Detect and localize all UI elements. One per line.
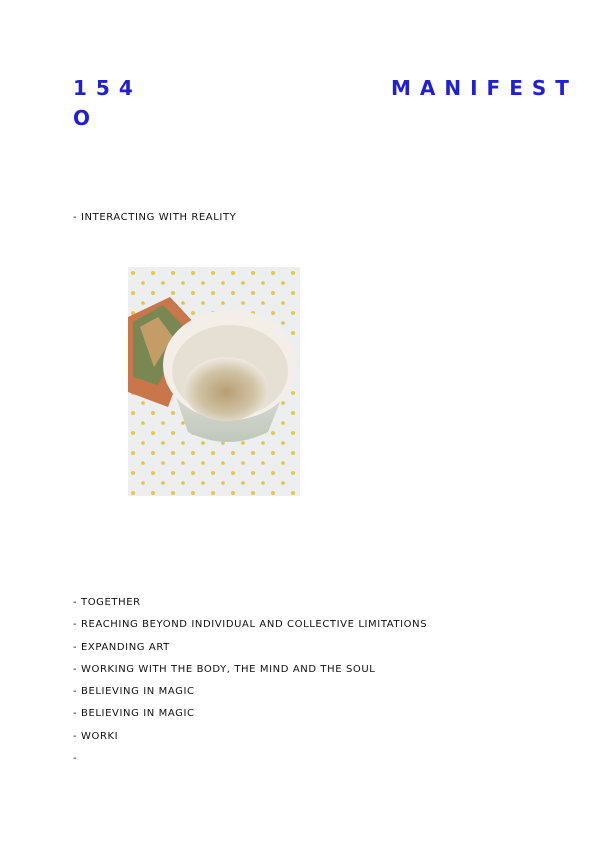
list-item: - EXPANDING ART — [73, 642, 170, 653]
list-item: - WORKI — [73, 731, 119, 742]
page-title: MANIFEST — [391, 76, 578, 100]
page-number-tail: O — [73, 106, 100, 130]
list-item: - TOGETHER — [73, 597, 141, 608]
intro-line: - INTERACTING WITH REALITY — [73, 212, 237, 223]
list-item: - WORKING WITH THE BODY, THE MIND AND THE SOUL — [73, 664, 376, 675]
list-item: - REACHING BEYOND INDIVIDUAL AND COLLECTIVE LIMITATIONS — [73, 619, 428, 630]
page-number: 154 — [73, 76, 142, 100]
list-item: - BELIEVING IN MAGIC — [73, 686, 195, 697]
list-item: - — [73, 753, 78, 764]
list-item: - BELIEVING IN MAGIC — [73, 708, 195, 719]
cup-photo — [128, 267, 300, 496]
